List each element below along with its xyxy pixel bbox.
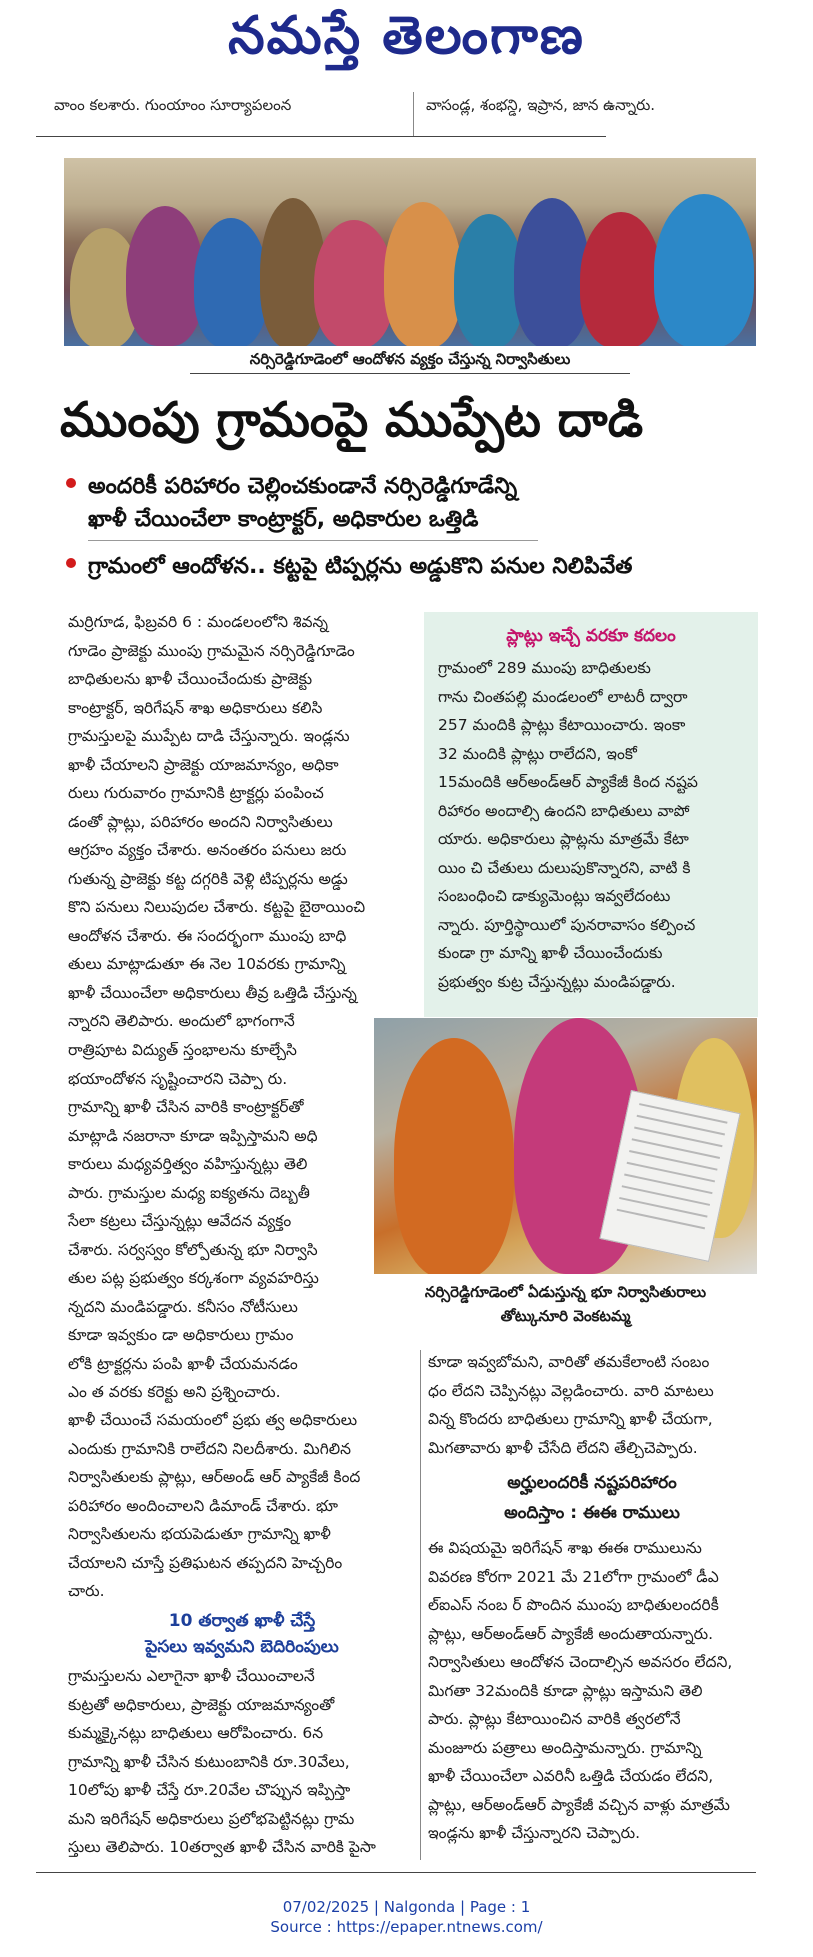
text-line: న్నారని తెలిపారు. అందులో భాగంగానే: [68, 1012, 295, 1030]
text-line: లోకి ట్రాక్టర్లను పంపి ఖాళీ చేయమనడం: [68, 1354, 298, 1373]
text-line: రులు గురువారం గ్రామానికి ట్రాక్టర్లు పంపించ: [68, 784, 324, 802]
text-line: 257 మందికి ప్లాట్లు కేటాయించారు. ఇంకా: [438, 716, 686, 734]
text-line: గ్రామంలో 289 ముంపు బాధితులకు: [438, 659, 651, 677]
article-body-col2-bottom: [428, 1534, 756, 1848]
article-body-col1-bottom: [68, 1406, 416, 1606]
bullet-dot: [66, 478, 76, 488]
text-line: గ్రామాన్ని ఖాళీ చేసిన వారికి కాంట్రాక్టర్‌తో: [68, 1098, 304, 1116]
subheading-ee-ramulu: [428, 1468, 756, 1528]
bullet-2: [88, 550, 632, 583]
text-line: తులు మాట్లాడుతూ ఈ నెల 10వరకు గ్రామాన్ని: [68, 955, 346, 973]
text-line: 32 మందికి ప్లాట్లు రాలేదని, ఇంకో: [438, 744, 637, 763]
text-line: కాంట్రాక్టర్, ఇరిగేషన్ శాఖ అధికారులు కలిసి: [68, 698, 323, 717]
text-line: స్తులు తెలిపారు. 10తర్వాత ఖాళీ చేసిన వారికి పైసా: [68, 1838, 376, 1856]
bullet-2-line-1: గ్రామంలో ఆందోళన.. కట్టపై టిప్పర్లను అడ్డుకొని పనుల నిలిపివేత: [88, 554, 633, 579]
text-line: చారు.: [68, 1582, 105, 1600]
text-line: ఈ విషయమై ఇరిగేషన్ శాఖ ఈఈ రాములును: [428, 1539, 702, 1557]
text-line: మిగతా 32మందికి కూడా ప్లాట్లు ఇస్తామని తెలి: [428, 1681, 703, 1700]
text-line: బాధితులను ఖాళీ చేయించేందుకు ప్రాజెక్టు: [68, 670, 313, 688]
text-line: ఆగ్రహం వ్యక్తం చేశారు. అనంతరం పనులు జరు: [68, 841, 347, 859]
text-line: యారు. అధికారులు ప్లాట్లను మాత్రమే కేటా: [438, 830, 689, 848]
subheading-line: అర్హులందరికీ నష్టపరిహారం: [507, 1473, 677, 1493]
text-line: ఖాళీ చేయించేలా అధికారులు తీవ్ర ఒత్తిడి చేస్తున్న: [68, 983, 357, 1002]
text-line: కుట్రతో అధికారులు, ప్రాజెక్టు యాజమాన్యంతో: [68, 1695, 335, 1714]
text-line: న్నారు. పూర్తిస్థాయిలో పునరావాసం కల్పించ: [438, 915, 696, 934]
text-line: కొని పనులు నిలుపుదల చేశారు. కట్టపై బైఠాయించి: [68, 898, 366, 916]
photo2-caption: [374, 1280, 757, 1328]
text-line: సంబంధించి డాక్యుమెంట్లు ఇవ్వలేదంటు: [438, 887, 671, 905]
headline: ముంపు గ్రామంపై ముప్పేట దాడి: [60, 392, 644, 448]
protest-photo: [64, 158, 756, 346]
photo1-caption: నర్సిరెడ్డిగూడెంలో ఆందోళన వ్యక్తం చేస్తున్న నిర్వాసితులు: [249, 350, 571, 368]
text-line: ఎం త వరకు కరెక్టు అని ప్రశ్నించారు.: [68, 1383, 281, 1401]
text-line: మర్రిగూడ, ఫిబ్రవరి 6 : మండలంలోని శివన్న: [68, 613, 329, 631]
text-line: గ్రామస్తులపై ముప్పేట దాడి చేస్తున్నారు. ఇండ్లను: [68, 727, 350, 745]
caption-line: తోట్కునూరి వెంకటమ్మ: [500, 1307, 631, 1325]
top-divider: [36, 136, 606, 137]
text-line: 10లోపు ఖాళీ చేస్తే రూ.20వేల చొప్పున ఇప్పిస్తా: [68, 1781, 351, 1799]
text-line: ప్లాట్లు, ఆర్అండ్ఆర్ ప్యాకేజీ అందుతాయన్నారు.: [428, 1624, 714, 1643]
bullet-divider: [88, 540, 538, 541]
footer-date-edition: 07/02/2025 | Nalgonda | Page : 1: [282, 1898, 531, 1916]
footer-source: Source : https://epaper.ntnews.com/: [270, 1918, 543, 1936]
text-line: ఆందోళన చేశారు. ఈ సందర్భంగా ముంపు బాధి: [68, 926, 347, 945]
text-line: నిర్వాసితులకు ప్లాట్లు, ఆర్అండ్ ఆర్ ప్యాకేజీ కింద: [68, 1468, 361, 1486]
text-line: విన్న కొందరు బాధితులు గ్రామాన్ని ఖాళీ చేయగా,: [428, 1410, 713, 1428]
text-line: తుల పట్ల ప్రభుత్వం కర్కశంగా వ్యవహరిస్తు: [68, 1269, 319, 1287]
text-line: ధం లేదని చెప్పినట్లు వెల్లడించారు. వారి మాటలు: [428, 1381, 714, 1400]
text-line: కుండా గ్రా మాన్ని ఖాళీ చేయించేందుకు: [438, 944, 663, 962]
previous-story-right: వాసండ్ల, శంభన్డి, ఇప్రాన, జాన ఉన్నారు.: [426, 96, 656, 114]
text-line: సేలా కట్రలు చేస్తున్నట్లు ఆవేదన వ్యక్తం: [68, 1212, 292, 1230]
subheading-line: పైసలు ఇవ్వమని బెదిరింపులు: [145, 1637, 339, 1657]
text-line: ప్లాట్లు, ఆర్అండ్ఆర్ ప్యాకేజీ వచ్చిన వాళ్లు మాత్రమే: [428, 1795, 730, 1814]
bullet-1-line-2: ఖాళీ చేయించేలా కాంట్రాక్టర్, అధికారుల ఒత్తిడి: [88, 507, 479, 532]
text-line: ఖాళీ చేయించే సమయంలో ప్రభు త్వ అధికారులు: [68, 1411, 358, 1429]
column-divider-top: [413, 92, 414, 136]
text-line: కూడా ఇవ్వబోమని, వారితో తమకేలాంటి సంబం: [428, 1353, 710, 1371]
text-line: గుతున్న ప్రాజెక్టు కట్ట దగ్గరికి వెళ్లి టిప్పర్లను అడ్డు: [68, 869, 348, 888]
text-line: భయాందోళన సృష్టించారని చెప్పా రు.: [68, 1069, 288, 1088]
text-line: కూడా ఇవ్వకుం డా అధికారులు గ్రామం: [68, 1326, 294, 1344]
text-line: 15మందికి ఆర్అండ్ఆర్ ప్యాకేజీ కింద నష్టప: [438, 773, 698, 791]
text-line: చేశారు. సర్వస్వం కోల్పోతున్న భూ నిర్వాసి: [68, 1240, 318, 1259]
text-line: ప్రభుత్వం కుట్ర చేస్తున్నట్లు మండిపడ్డారు.: [438, 972, 676, 991]
text-line: మని ఇరిగేషన్ అధికారులు ప్రలోభపెట్టినట్లు గ్రామ: [68, 1809, 355, 1828]
text-line: మాట్లాడి నజరానా కూడా ఇప్పిస్తామని అధి: [68, 1126, 318, 1145]
box-title: ప్లాట్లు ఇచ్చే వరకూ కదలం: [506, 626, 676, 646]
crying-woman-photo: [374, 1018, 757, 1274]
bottom-divider: [36, 1872, 756, 1873]
text-line: చేయాలని చూస్తే ప్రతిఘటన తప్పదని హెచ్చరిం: [68, 1553, 343, 1572]
text-line: మంజూరు పత్రాలు అందిస్తామన్నారు. గ్రామాన్ని: [428, 1738, 702, 1757]
text-line: గాను చింతపల్లి మండలంలో లాటరీ ద్వారా: [438, 687, 688, 706]
subheading-line: అందిస్తాం : ఈఈ రాములు: [504, 1503, 680, 1523]
subheading-threats: [68, 1608, 416, 1660]
footer: [0, 1897, 813, 1937]
sidebar-box: [424, 612, 758, 1017]
text-line: గ్రామాన్ని ఖాళీ చేసిన కుటుంబానికి రూ.30వేలు,: [68, 1752, 350, 1771]
text-line: గూడెం ప్రాజెక్టు ముంపు గ్రామమైన నర్సిరెడ్డిగూడెం: [68, 641, 355, 660]
text-line: న్నదని మండిపడ్డారు. కనీసం నోటీసులు: [68, 1297, 298, 1316]
text-line: మిగతావారు ఖాళీ చేసేది లేదని తేల్చిచెప్పారు.: [428, 1438, 698, 1457]
text-line: ల్ఐఎస్ నంబ ర్ పొందిన ముంపు బాధితులందరికీ: [428, 1596, 719, 1614]
text-line: ఎందుకు గ్రామానికి రాలేదని నిలదీశారు. మిగిలిన: [68, 1439, 351, 1458]
text-line: వివరణ కోరగా 2021 మే 21లోగా గ్రామంలో డీఎ: [428, 1567, 719, 1586]
bullet-1-line-1: అందరికీ పరిహారం చెల్లించకుండానే నర్సిరెడ్డిగూడేన్ని: [88, 474, 518, 499]
text-line: గ్రామస్తులను ఎలాగైనా ఖాళీ చేయించాలనే: [68, 1667, 315, 1685]
text-line: డంతో ప్లాట్లు, పరిహారం అందని నిర్వాసితులు: [68, 812, 333, 831]
caption-line: నర్సిరెడ్డిగూడెంలో ఏడుస్తున్న భూ నిర్వాసితురాలు: [424, 1283, 707, 1301]
bullet-1: [88, 470, 517, 536]
article-body-col1: [68, 608, 416, 1036]
article-body-col2: [428, 1348, 756, 1462]
text-line: ఖాళీ చేయించేలా ఎవరినీ ఒత్తిడి చేయడం లేదని,: [428, 1767, 714, 1785]
text-line: నిర్వాసితులను భయపెడుతూ గ్రామాన్ని ఖాళీ: [68, 1525, 331, 1543]
subheading-line: 10 తర్వాత ఖాళీ చేస్తే: [168, 1611, 316, 1631]
text-line: కారులు మధ్యవర్తిత్వం వహిస్తున్నట్లు తెలి: [68, 1155, 308, 1173]
text-line: రిహారం అందాల్సి ఉందని బాధితులు వాపో: [438, 801, 690, 820]
bullet-dot: [66, 558, 76, 568]
masthead: నమస్తే తెలంగాణ: [228, 6, 585, 66]
box-body: [424, 650, 758, 996]
text-line: నిర్వాసితులు ఆందోళన చెందాల్సిన అవసరం లేదని,: [428, 1653, 733, 1671]
text-line: ఖాళీ చేయాలని ప్రాజెక్టు యాజమాన్యం, అధికా: [68, 755, 339, 774]
article-body-col1-last: [68, 1662, 416, 1862]
text-line: పరిహారం అందించాలని డిమాండ్ చేశారు. భూ: [68, 1496, 338, 1515]
text-line: పారు. ప్లాట్లు కేటాయించిన వారికి త్వరలోనే: [428, 1710, 681, 1728]
previous-story-left: వాంం కలశారు. గుంయాంం సూర్యాపలంన: [54, 96, 292, 114]
text-line: యిం చి చేతులు దులుపుకొన్నారని, వాటి కి: [438, 858, 691, 877]
text-line: కుమ్మక్కైనట్లు బాధితులు ఆరోపించారు. 6న: [68, 1724, 324, 1742]
column-divider: [420, 1350, 421, 1860]
text-line: పారు. గ్రామస్తుల మధ్య ఐక్యతను దెబ్బతీ: [68, 1183, 310, 1202]
text-line: రాత్రిపూట విద్యుత్ స్తంభాలను కూల్చేసి: [68, 1041, 297, 1059]
caption-underline: [190, 373, 630, 374]
text-line: ఇండ్లను ఖాళీ చేస్తున్నారని చెప్పారు.: [428, 1824, 641, 1842]
article-body-col1-narrow: [68, 1036, 368, 1407]
